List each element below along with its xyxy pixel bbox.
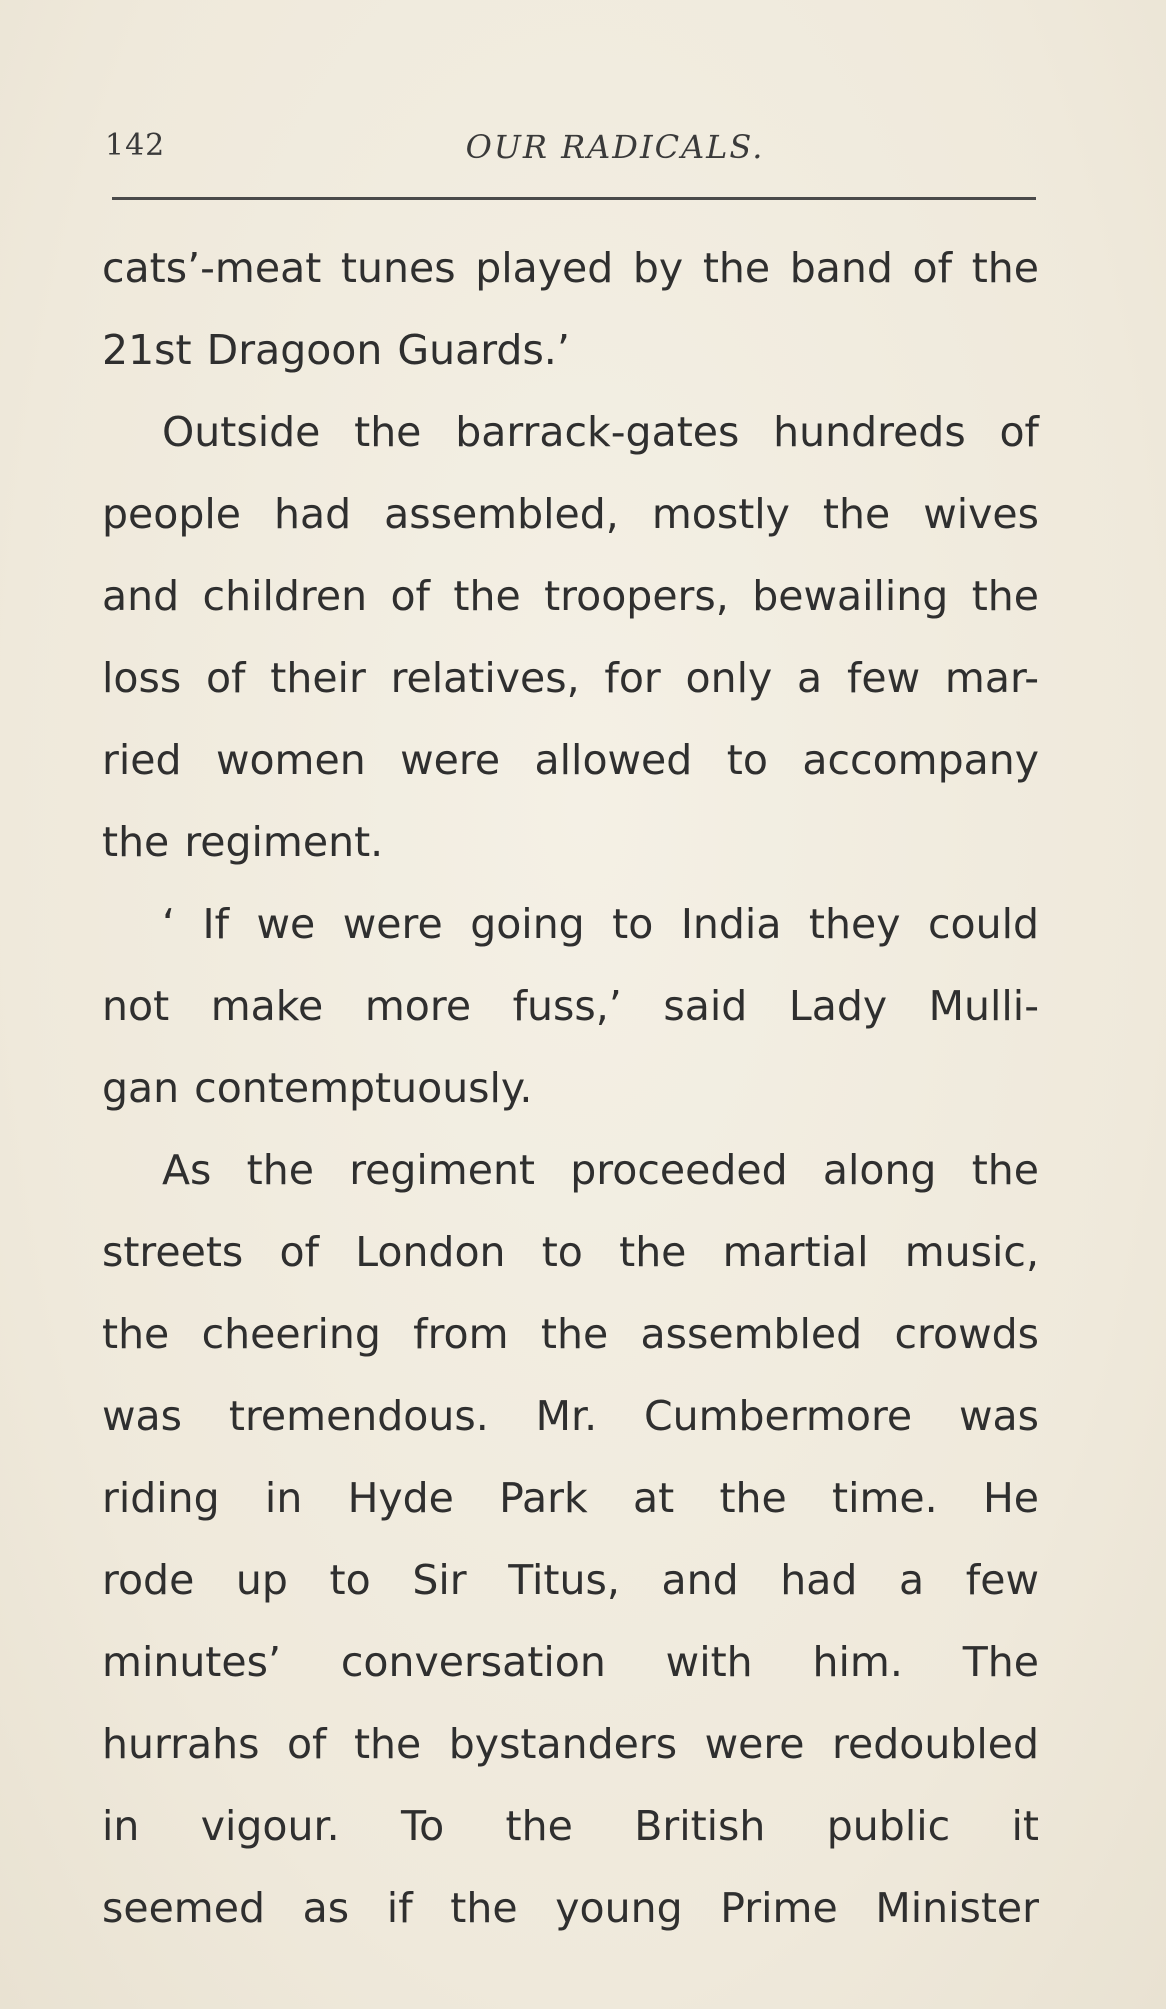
text-line: streets of London to the martial music,	[102, 1228, 1039, 1276]
text-line: minutes’ conversation with him. The	[102, 1638, 1039, 1686]
text-line: and children of the troopers, bewailing the	[102, 572, 1039, 620]
text-line: people had assembled, mostly the wives	[102, 490, 1039, 538]
text-line: hurrahs of the bystanders were redoubled	[102, 1720, 1039, 1768]
page-header	[105, 128, 1035, 178]
text-line: cats’-meat tunes played by the band of the	[102, 244, 1039, 292]
text-line: was tremendous. Mr. Cumbermore was	[102, 1392, 1039, 1440]
text-line: the cheering from the assembled crowds	[102, 1310, 1039, 1358]
body-text	[102, 227, 1039, 1949]
header-rule	[112, 197, 1036, 200]
text-line: Outside the barrack-gates hundreds of	[162, 408, 1039, 456]
text-line: loss of their relatives, for only a few mar-	[102, 654, 1039, 702]
text-line: riding in Hyde Park at the time. He	[102, 1474, 1039, 1522]
text-line: 21st Dragoon Guards.’	[102, 326, 570, 374]
text-line: in vigour. To the British public it	[102, 1802, 1039, 1850]
page-number: 142	[105, 128, 166, 163]
text-line: ried women were allowed to accompany	[102, 736, 1039, 784]
text-line: As the regiment proceeded along the	[162, 1146, 1039, 1194]
text-line: rode up to Sir Titus, and had a few	[102, 1556, 1039, 1604]
text-line: not make more fuss,’ said Lady Mulli-	[102, 982, 1039, 1030]
text-line: seemed as if the young Prime Minister	[102, 1884, 1039, 1932]
text-line: gan contemptuously.	[102, 1064, 533, 1112]
text-line: ‘ If we were going to India they could	[162, 900, 1039, 948]
running-title: OUR RADICALS.	[465, 128, 765, 166]
text-line: the regiment.	[102, 818, 384, 866]
